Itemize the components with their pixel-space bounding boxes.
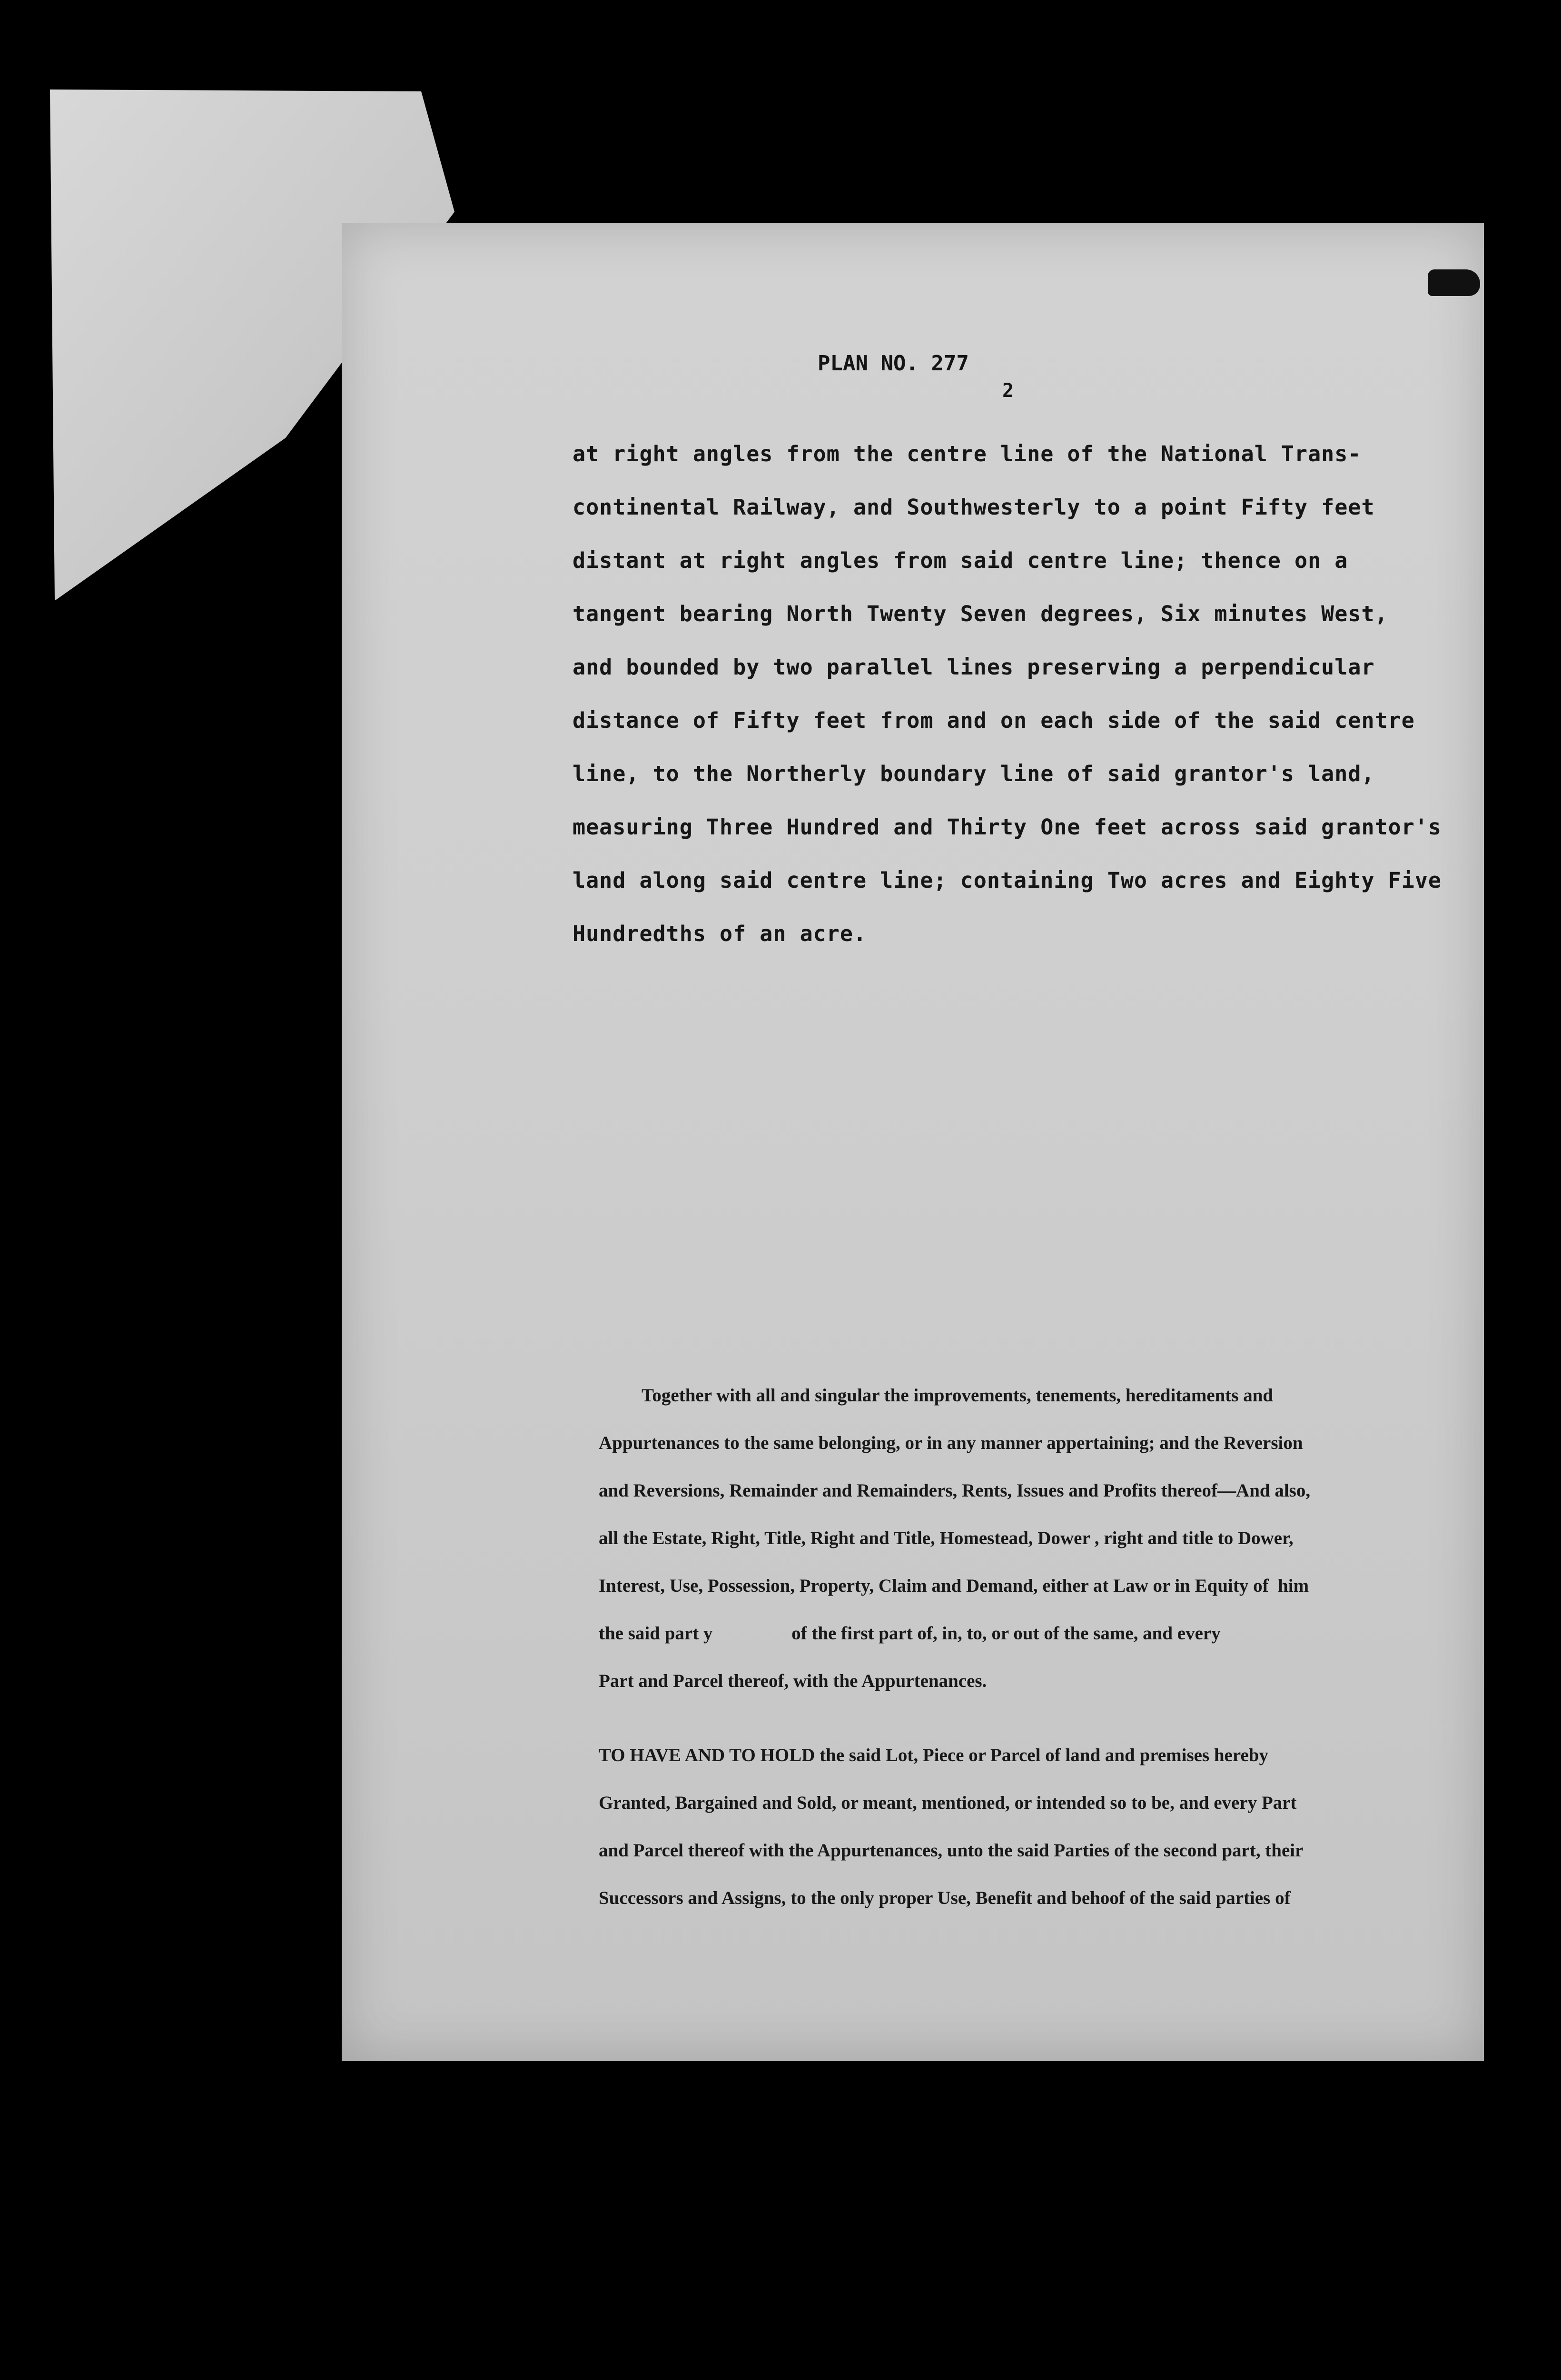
printed-line: TO HAVE AND TO HOLD the said Lot, Piece or Parcel of land and premises hereby [599,1745,1268,1765]
paper-tear-mark [1428,269,1480,296]
page-number: 2 [1002,380,1014,402]
printed-line: Granted, Bargained and Sold, or meant, mentioned, or intended so to be, and every Part [599,1793,1297,1813]
printed-line: Together with all and singular the improvements, tenements, hereditaments and [642,1385,1274,1406]
habendum-paragraph [599,1372,1398,1705]
printed-line: and Parcel thereof with the Appurtenances, unto the said Parties of the second part, their [599,1840,1304,1861]
printed-line: the said part y of the first part of, in, to, or out of the same, and every [599,1623,1221,1644]
typed-line: distance of Fifty feet from and on each side of the said centre [573,708,1415,733]
typed-line: distant at right angles from said centre line; thence on a [573,548,1348,573]
typed-line: continental Railway, and Southwesterly to a point Fifty feet [573,495,1375,520]
typed-line: land along said centre line; containing Two acres and Eighty Five [573,868,1442,893]
printed-line: Appurtenances to the same belonging, or in any manner appertaining; and the Reversion [599,1433,1303,1453]
printed-line: Part and Parcel thereof, with the Appurtenances. [599,1671,987,1691]
printed-line: and Reversions, Remainder and Remainders, Rents, Issues and Profits thereof—And also, [599,1480,1311,1501]
printed-line: all the Estate, Right, Title, Right and Title, Homestead, Dower , right and title to Dower, [599,1528,1294,1548]
document-page [342,223,1484,2061]
typed-line: at right angles from the centre line of the National Trans- [573,441,1362,466]
typed-line: measuring Three Hundred and Thirty One feet across said grantor's [573,814,1442,840]
typed-line: tangent bearing North Twenty Seven degrees, Six minutes West, [573,601,1388,626]
plan-number: PLAN NO. 277 [818,351,969,376]
typed-line: Hundredths of an acre. [573,921,867,946]
printed-line: Interest, Use, Possession, Property, Claim and Demand, either at Law or in Equity of him [599,1576,1309,1596]
typed-line: and bounded by two parallel lines preserving a perpendicular [573,654,1375,680]
printed-line: Successors and Assigns, to the only proper Use, Benefit and behoof of the said parties of [599,1888,1291,1908]
typed-line: line, to the Northerly boundary line of said grantor's land, [573,761,1375,786]
typed-description [573,427,1477,961]
tenendum-paragraph [599,1732,1398,1922]
